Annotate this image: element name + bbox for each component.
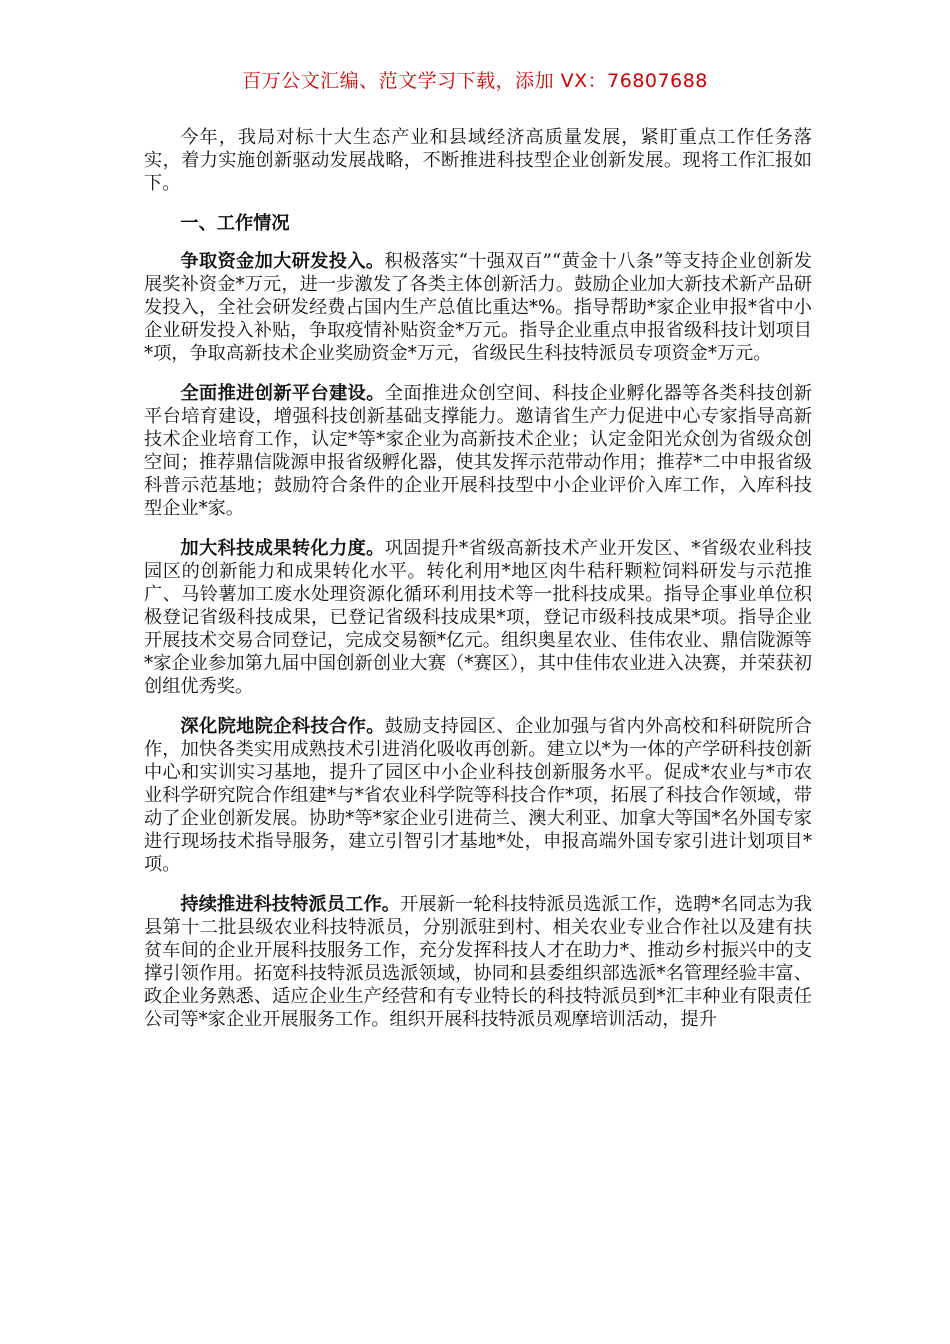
paragraph-body: 巩固提升*省级高新技术产业开发区、*省级农业科技园区的创新能力和成果转化水平。转化利用*地区肉牛秸秆颗粒饲料研发与示范推广、马铃薯加工废水处理资源化循环利用技术等一批科技成果。指导企事业单位积极登记省级科技成果，已登记省级科技成果*项，登记市级科技成果*项。指导企业开展技术交易合同登记，完成交易额*亿元。组织奥星农业、佳伟农业、鼎信陇源等*家企业参加第九届中国创新创业大赛（*赛区），其中佳伟农业进入决赛，并荣获初创组优秀奖。 bbox=[144, 538, 812, 697]
paragraph-transfer bbox=[144, 537, 812, 698]
paragraph-funding bbox=[144, 250, 812, 365]
paragraph-lead: 深化院地院企科技合作。 bbox=[180, 716, 385, 737]
paragraph-lead: 加大科技成果转化力度。 bbox=[180, 538, 385, 559]
paragraph-body: 开展新一轮科技特派员选派工作，选聘*名同志为我县第十二批县级农业科技特派员，分别派驻到村、相关农业专业合作社以及建有扶贫车间的企业开展科技服务工作，充分发挥科技人才在助力*、推动乡村振兴中的支撑引领作用。拓宽科技特派员选派领域，协同和县委组织部选派*名管理经验丰富、政企业务熟悉、适应企业生产经营和有专业特长的科技特派员到*汇丰种业有限责任公司等*家企业开展服务工作。组织开展科技特派员观摩培训活动，提升 bbox=[144, 894, 812, 1030]
paragraph-body: 全面推进众创空间、科技企业孵化器等各类科技创新平台培育建设，增强科技创新基础支撑能力。邀请省生产力促进中心专家指导高新技术企业培育工作，认定*等*家企业为高新技术企业；认定金阳光众创为省级众创空间；推荐鼎信陇源申报省级孵化器，使其发挥示范带动作用；推荐*二中申报省级科普示范基地；鼓励符合条件的企业开展科技型中小企业评价入库工作，入库科技型企业*家。 bbox=[144, 383, 812, 519]
paragraph-platform bbox=[144, 382, 812, 520]
paragraph-cooperation bbox=[144, 715, 812, 876]
header-banner: 百万公文汇编、范文学习下载，添加 VX：76807688 bbox=[242, 70, 708, 92]
paragraph-lead: 争取资金加大研发投入。 bbox=[180, 251, 385, 272]
paragraph-body: 鼓励支持园区、企业加强与省内外高校和科研院所合作，加快各类实用成熟技术引进消化吸收再创新。建立以*为一体的产学研科技创新中心和实训实习基地，提升了园区中小企业科技创新服务水平。促成*农业与*市农业科学研究院合作组建*与*省农业科学院等科技合作*项，拓展了科技合作领域，带动了企业创新发展。协助*等*家企业引进荷兰、澳大利亚、加拿大等国*名外国专家进行现场技术指导服务，建立引智引才基地*处，申报高端外国专家引进计划项目*项。 bbox=[144, 716, 812, 875]
paragraph-lead: 持续推进科技特派员工作。 bbox=[180, 894, 401, 915]
paragraph-commissioner bbox=[144, 893, 812, 1031]
section-heading: 一、工作情况 bbox=[180, 213, 290, 234]
paragraph-lead: 全面推进创新平台建设。 bbox=[180, 383, 385, 404]
document-body bbox=[144, 126, 812, 1048]
paragraph-body: 积极落实“十强双百”“黄金十八条”等支持企业创新发展奖补资金*万元，进一步激发了各类主体创新活力。鼓励企业加大新技术新产品研发投入，全社会研发经费占国内生产总值比重达*%。指导帮助*家企业申报*省中小企业研发投入补贴，争取疫情补贴资金*万元。指导企业重点申报省级科技计划项目*项，争取高新技术企业奖励资金*万元，省级民生科技特派员专项资金*万元。 bbox=[144, 251, 812, 364]
intro-paragraph: 今年，我局对标十大生态产业和县域经济高质量发展，紧盯重点工作任务落实，着力实施创新驱动发展战略，不断推进科技型企业创新发展。现将工作汇报如下。 bbox=[144, 127, 812, 194]
